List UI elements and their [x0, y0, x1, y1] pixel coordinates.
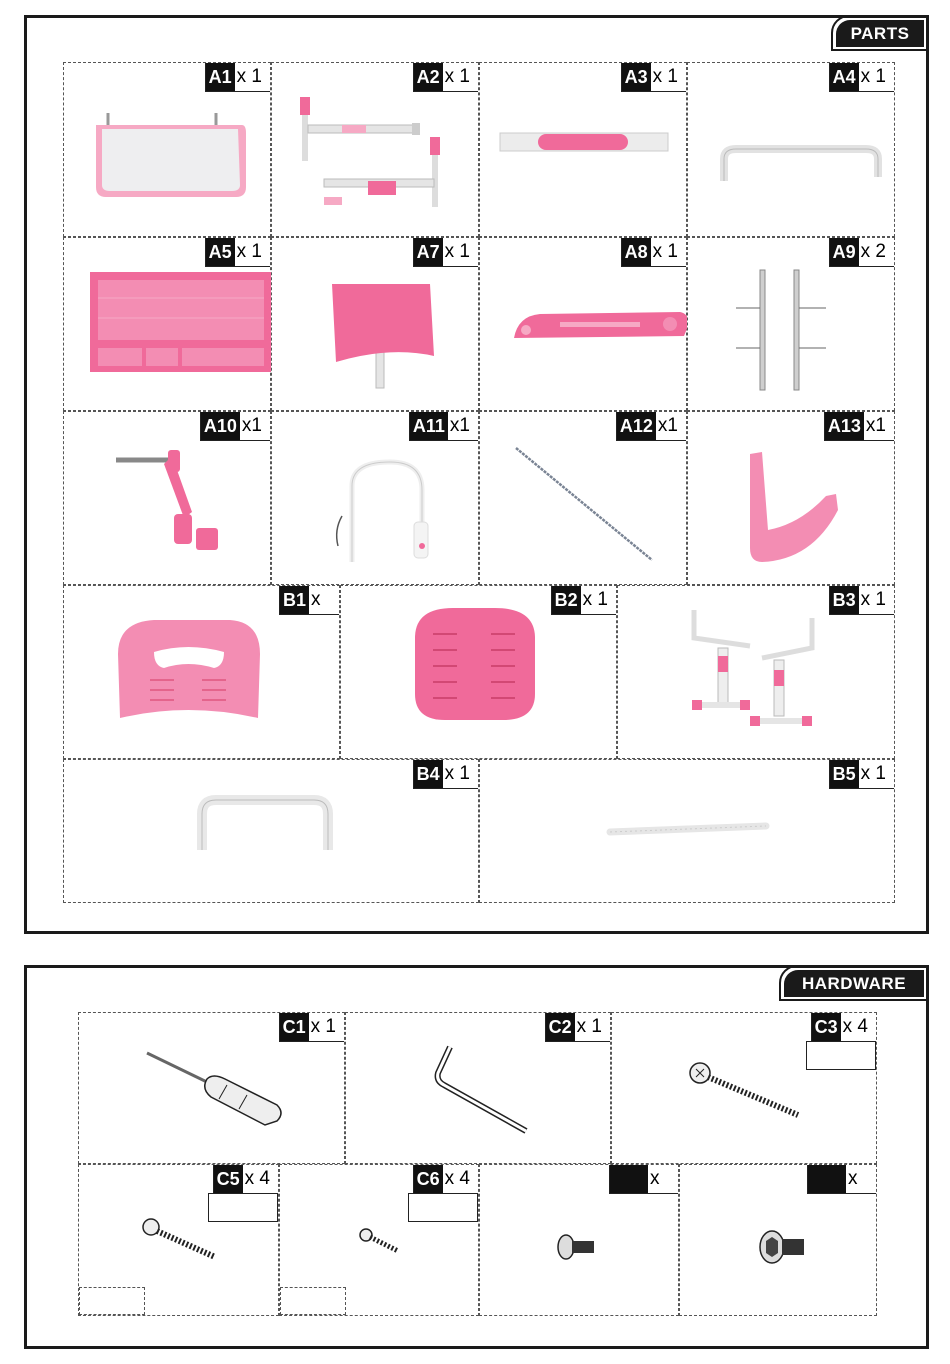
part-qty: x: [311, 589, 321, 610]
part-cell-a3: [479, 62, 687, 237]
hardware-panel: [24, 965, 929, 1349]
part-qty: x 1: [444, 763, 470, 784]
part-qty: x1: [865, 415, 886, 436]
part-code: B3: [830, 586, 859, 614]
hardware-qty: x 4: [842, 1016, 868, 1037]
screwdriver-icon: [79, 1013, 346, 1165]
hardware-code: C3: [812, 1013, 841, 1041]
hook-icon: [688, 412, 896, 586]
parts-title: PARTS: [836, 20, 924, 47]
desk-top-icon: [64, 63, 272, 238]
part-code: A10: [201, 412, 240, 440]
part-cell-a12: [479, 411, 687, 585]
hex-bolt-small-icon: [480, 1165, 680, 1317]
part-code: A5: [206, 238, 235, 266]
crank-handle-icon: [64, 412, 272, 586]
hex-bolt-large-icon: [680, 1165, 878, 1317]
part-code: A9: [830, 238, 859, 266]
u-handle-small-icon: [64, 760, 480, 904]
part-code: A12: [617, 412, 656, 440]
drawer-slides-icon: [688, 238, 896, 412]
part-qty: x1: [657, 415, 678, 436]
hardware-qty: x 4: [444, 1168, 470, 1189]
chair-seat-icon: [341, 586, 618, 760]
part-qty: x 1: [444, 241, 470, 262]
usb-lamp-icon: [272, 412, 480, 586]
part-cell-b1: [63, 585, 340, 759]
pencil-ledge-icon: [480, 238, 688, 412]
part-qty: x 1: [236, 241, 262, 262]
part-cell-a10: [63, 411, 271, 585]
part-cell-b2: [340, 585, 617, 759]
hardware-qty: x 1: [310, 1016, 336, 1037]
hardware-qty: x: [650, 1168, 660, 1189]
u-handle-icon: [688, 63, 896, 238]
hardware-cell-bolt-small: [479, 1164, 679, 1316]
chair-backrest-icon: [64, 586, 341, 760]
hardware-cell-c5: [78, 1164, 279, 1316]
hardware-qty: x 1: [576, 1016, 602, 1037]
drawer-tray-icon: [64, 238, 272, 412]
part-code: A4: [830, 63, 859, 91]
hardware-code: C2: [546, 1013, 575, 1041]
part-code: A1: [206, 63, 235, 91]
crossbar-icon: [480, 63, 688, 238]
parts-panel: [24, 15, 929, 934]
part-cell-a4: [687, 62, 895, 237]
threaded-rod-icon: [480, 412, 688, 586]
medium-screw-icon: [79, 1165, 280, 1317]
part-code: A7: [414, 238, 443, 266]
short-screw-icon: [280, 1165, 480, 1317]
part-code: A3: [622, 63, 651, 91]
part-cell-a5: [63, 237, 271, 411]
hardware-cell-c6: [279, 1164, 479, 1316]
hex-key-icon: [346, 1013, 612, 1165]
hardware-title: HARDWARE: [784, 970, 924, 997]
hardware-cell-c2: [345, 1012, 611, 1164]
hardware-cell-c1: [78, 1012, 345, 1164]
part-qty: x 1: [860, 763, 886, 784]
part-code: A8: [622, 238, 651, 266]
part-qty: x 1: [652, 241, 678, 262]
part-qty: x 1: [860, 589, 886, 610]
part-qty: x 1: [652, 66, 678, 87]
part-cell-b4: [63, 759, 479, 903]
hardware-code: C5: [214, 1165, 243, 1193]
part-cell-b5: [479, 759, 895, 903]
hardware-qty: x: [848, 1168, 858, 1189]
part-qty: x 1: [236, 66, 262, 87]
part-code: A13: [825, 412, 864, 440]
part-cell-a8: [479, 237, 687, 411]
bookstand-board-icon: [272, 238, 480, 412]
part-qty: x 1: [444, 66, 470, 87]
part-cell-a2: [271, 62, 479, 237]
part-qty: x 1: [860, 66, 886, 87]
part-code: B4: [414, 760, 443, 788]
hardware-qty: x 4: [244, 1168, 270, 1189]
chair-frame-icon: [618, 586, 896, 760]
part-cell-a9: [687, 237, 895, 411]
part-code: B1: [280, 586, 309, 614]
part-code: A11: [410, 412, 448, 440]
foam-rod-icon: [480, 760, 896, 904]
part-cell-b3: [617, 585, 895, 759]
long-screw-icon: [612, 1013, 878, 1165]
part-code: B2: [552, 586, 581, 614]
part-code: A2: [414, 63, 443, 91]
part-cell-a13: [687, 411, 895, 585]
part-cell-a1: [63, 62, 271, 237]
desk-frame-icon: [272, 63, 480, 238]
part-qty: x1: [241, 415, 262, 436]
part-qty: x 2: [860, 241, 886, 262]
hardware-code: C1: [280, 1013, 309, 1041]
part-qty: x1: [449, 415, 470, 436]
part-cell-a7: [271, 237, 479, 411]
hardware-cell-bolt-large: [679, 1164, 877, 1316]
part-cell-a11: [271, 411, 479, 585]
hardware-cell-c3: [611, 1012, 877, 1164]
part-code: B5: [830, 760, 859, 788]
hardware-code: C6: [414, 1165, 443, 1193]
part-qty: x 1: [582, 589, 608, 610]
